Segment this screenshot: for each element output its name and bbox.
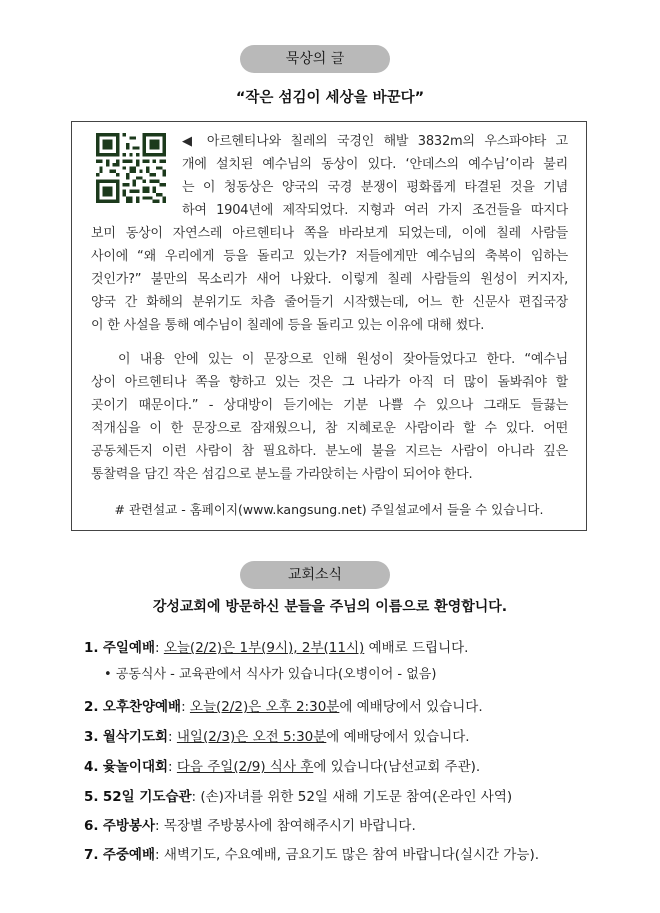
meditation-line: 하여 1904년에 제작되었다. 지형과 여러 가지 조건들을 따지다 [182, 203, 568, 218]
meditation-line: 개에 설치된 예수님의 동상이 있다. ‘안데스의 예수님’이라 불리 [182, 157, 568, 172]
meditation-line: ◀ 아르헨티나와 칠레의 국경인 해발 3832m의 우스파야타 고 [182, 134, 568, 149]
news-item-2 [84, 696, 483, 718]
item-highlight: 오늘(2/2)은 오후 2:30분 [189, 699, 340, 715]
item-text: 에 예배당에서 있습니다. [326, 729, 470, 745]
item-separator: : [155, 847, 164, 863]
meditation-line: 통찰력을 담긴 작은 섬김으로 분노를 가라앉히는 사람이 되어야 한다. [91, 467, 473, 482]
item-highlight: 내일(2/3)은 오전 5:30분 [176, 729, 327, 745]
news-item-4 [84, 756, 480, 778]
item-highlight: 다음 주일(2/9) 식사 후 [176, 759, 314, 775]
welcome-message: 강성교회에 방문하신 분들을 주님의 이름으로 환영합니다. [152, 599, 508, 615]
item-label: 월삭기도회 [102, 729, 169, 745]
meditation-line: 사이에 “왜 우리에게 등을 돌리고 있는가? 저들에게만 예수님의 축복이 임하는 [91, 249, 568, 264]
meditation-line: 것인가?” 불만의 목소리가 새어 나왔다. 이렇게 칠레 사람들의 원성이 커지자, [91, 272, 568, 287]
item-separator: : [155, 640, 164, 656]
news-item-1 [84, 637, 468, 659]
item-number: 1. [84, 640, 99, 656]
item-number: 2. [84, 699, 99, 715]
meditation-line: 이 한 사설을 통해 예수님이 칠레에 등을 돌리고 있는 이유에 대해 썼다. [91, 318, 485, 333]
news-item-6 [84, 815, 416, 837]
item-separator: : [155, 818, 164, 834]
item-separator: : [181, 699, 190, 715]
item-number: 6. [84, 818, 99, 834]
item-text: 새벽기도, 수요예배, 금요기도 많은 참여 바랍니다(실시간 가능). [163, 847, 540, 863]
qr-code-icon[interactable] [96, 133, 166, 203]
item-label: 주방봉사 [102, 818, 155, 834]
meditation-line: 보미 동상이 자연스레 아르헨티나 쪽을 바라보게 되었는데, 이에 칠레 사람들 [91, 226, 568, 241]
news-sub-item: • 공동식사 - 교육관에서 식사가 있습니다(오병이어 - 없음) [104, 667, 437, 682]
meditation-line: 는 이 청동상은 양국의 국경 분쟁이 평화롭게 타결된 것을 기념 [182, 180, 568, 195]
item-text: 에 예배당에서 있습니다. [339, 699, 483, 715]
item-number: 3. [84, 729, 99, 745]
item-text: 에 있습니다(남선교회 주관). [313, 759, 481, 775]
item-label: 52일 기도습관 [102, 789, 192, 805]
item-label: 오후찬양예배 [102, 699, 182, 715]
item-highlight: 오늘(2/2)은 1부(9시), 2부(11시) [163, 640, 365, 656]
item-text: (손)자녀를 위한 52일 새해 기도문 참여(온라인 사역) [200, 789, 513, 805]
news-header: 교회소식 [240, 561, 390, 589]
meditation-line: 공동체든지 이런 사람이 참 필요하다. 분노에 불을 지르는 사람이 아니라 깊은 [91, 444, 568, 459]
meditation-line: 곳이기 때문이다.” - 상대방이 듣기에는 기분 나쁠 수 있으나 그래도 들끓는 [91, 398, 568, 413]
item-separator: : [168, 759, 177, 775]
item-label: 윷놀이대회 [102, 759, 169, 775]
meditation-line: 이 내용 안에 있는 이 문장으로 인해 원성이 잦아들었다고 한다. “예수님 [118, 352, 568, 367]
meditation-header: 묵상의 글 [240, 45, 390, 73]
meditation-title: “작은 섬김이 세상을 바꾼다” [235, 90, 425, 106]
news-item-7 [84, 844, 539, 866]
item-text: 예배로 드립니다. [364, 640, 469, 656]
item-label: 주중예배 [102, 847, 155, 863]
meditation-line: 상이 아르헨티나 쪽을 향하고 있는 것은 그 나라가 아직 더 많이 돌봐줘야 할 [91, 375, 568, 390]
news-item-3 [84, 726, 470, 748]
item-number: 7. [84, 847, 99, 863]
meditation-line: 양국 간 화해의 분위기도 차츰 줄어들기 시작했는데, 어느 한 신문사 편집국장 [91, 295, 568, 310]
item-separator: : [191, 789, 201, 805]
sermon-reference: # 관련설교 - 홈페이지(www.kangsung.net) 주일설교에서 들을 수 있습니다. [114, 502, 544, 517]
news-item-5 [84, 786, 512, 808]
meditation-line: 적개심을 이 한 문장으로 잠재웠으니, 참 지혜로운 사람이라 할 수 있다. 어떤 [91, 421, 568, 436]
item-text: 목장별 주방봉사에 참여해주시기 바랍니다. [163, 818, 416, 834]
item-number: 5. [84, 789, 99, 805]
item-label: 주일예배 [102, 640, 155, 656]
item-number: 4. [84, 759, 99, 775]
item-separator: : [168, 729, 177, 745]
